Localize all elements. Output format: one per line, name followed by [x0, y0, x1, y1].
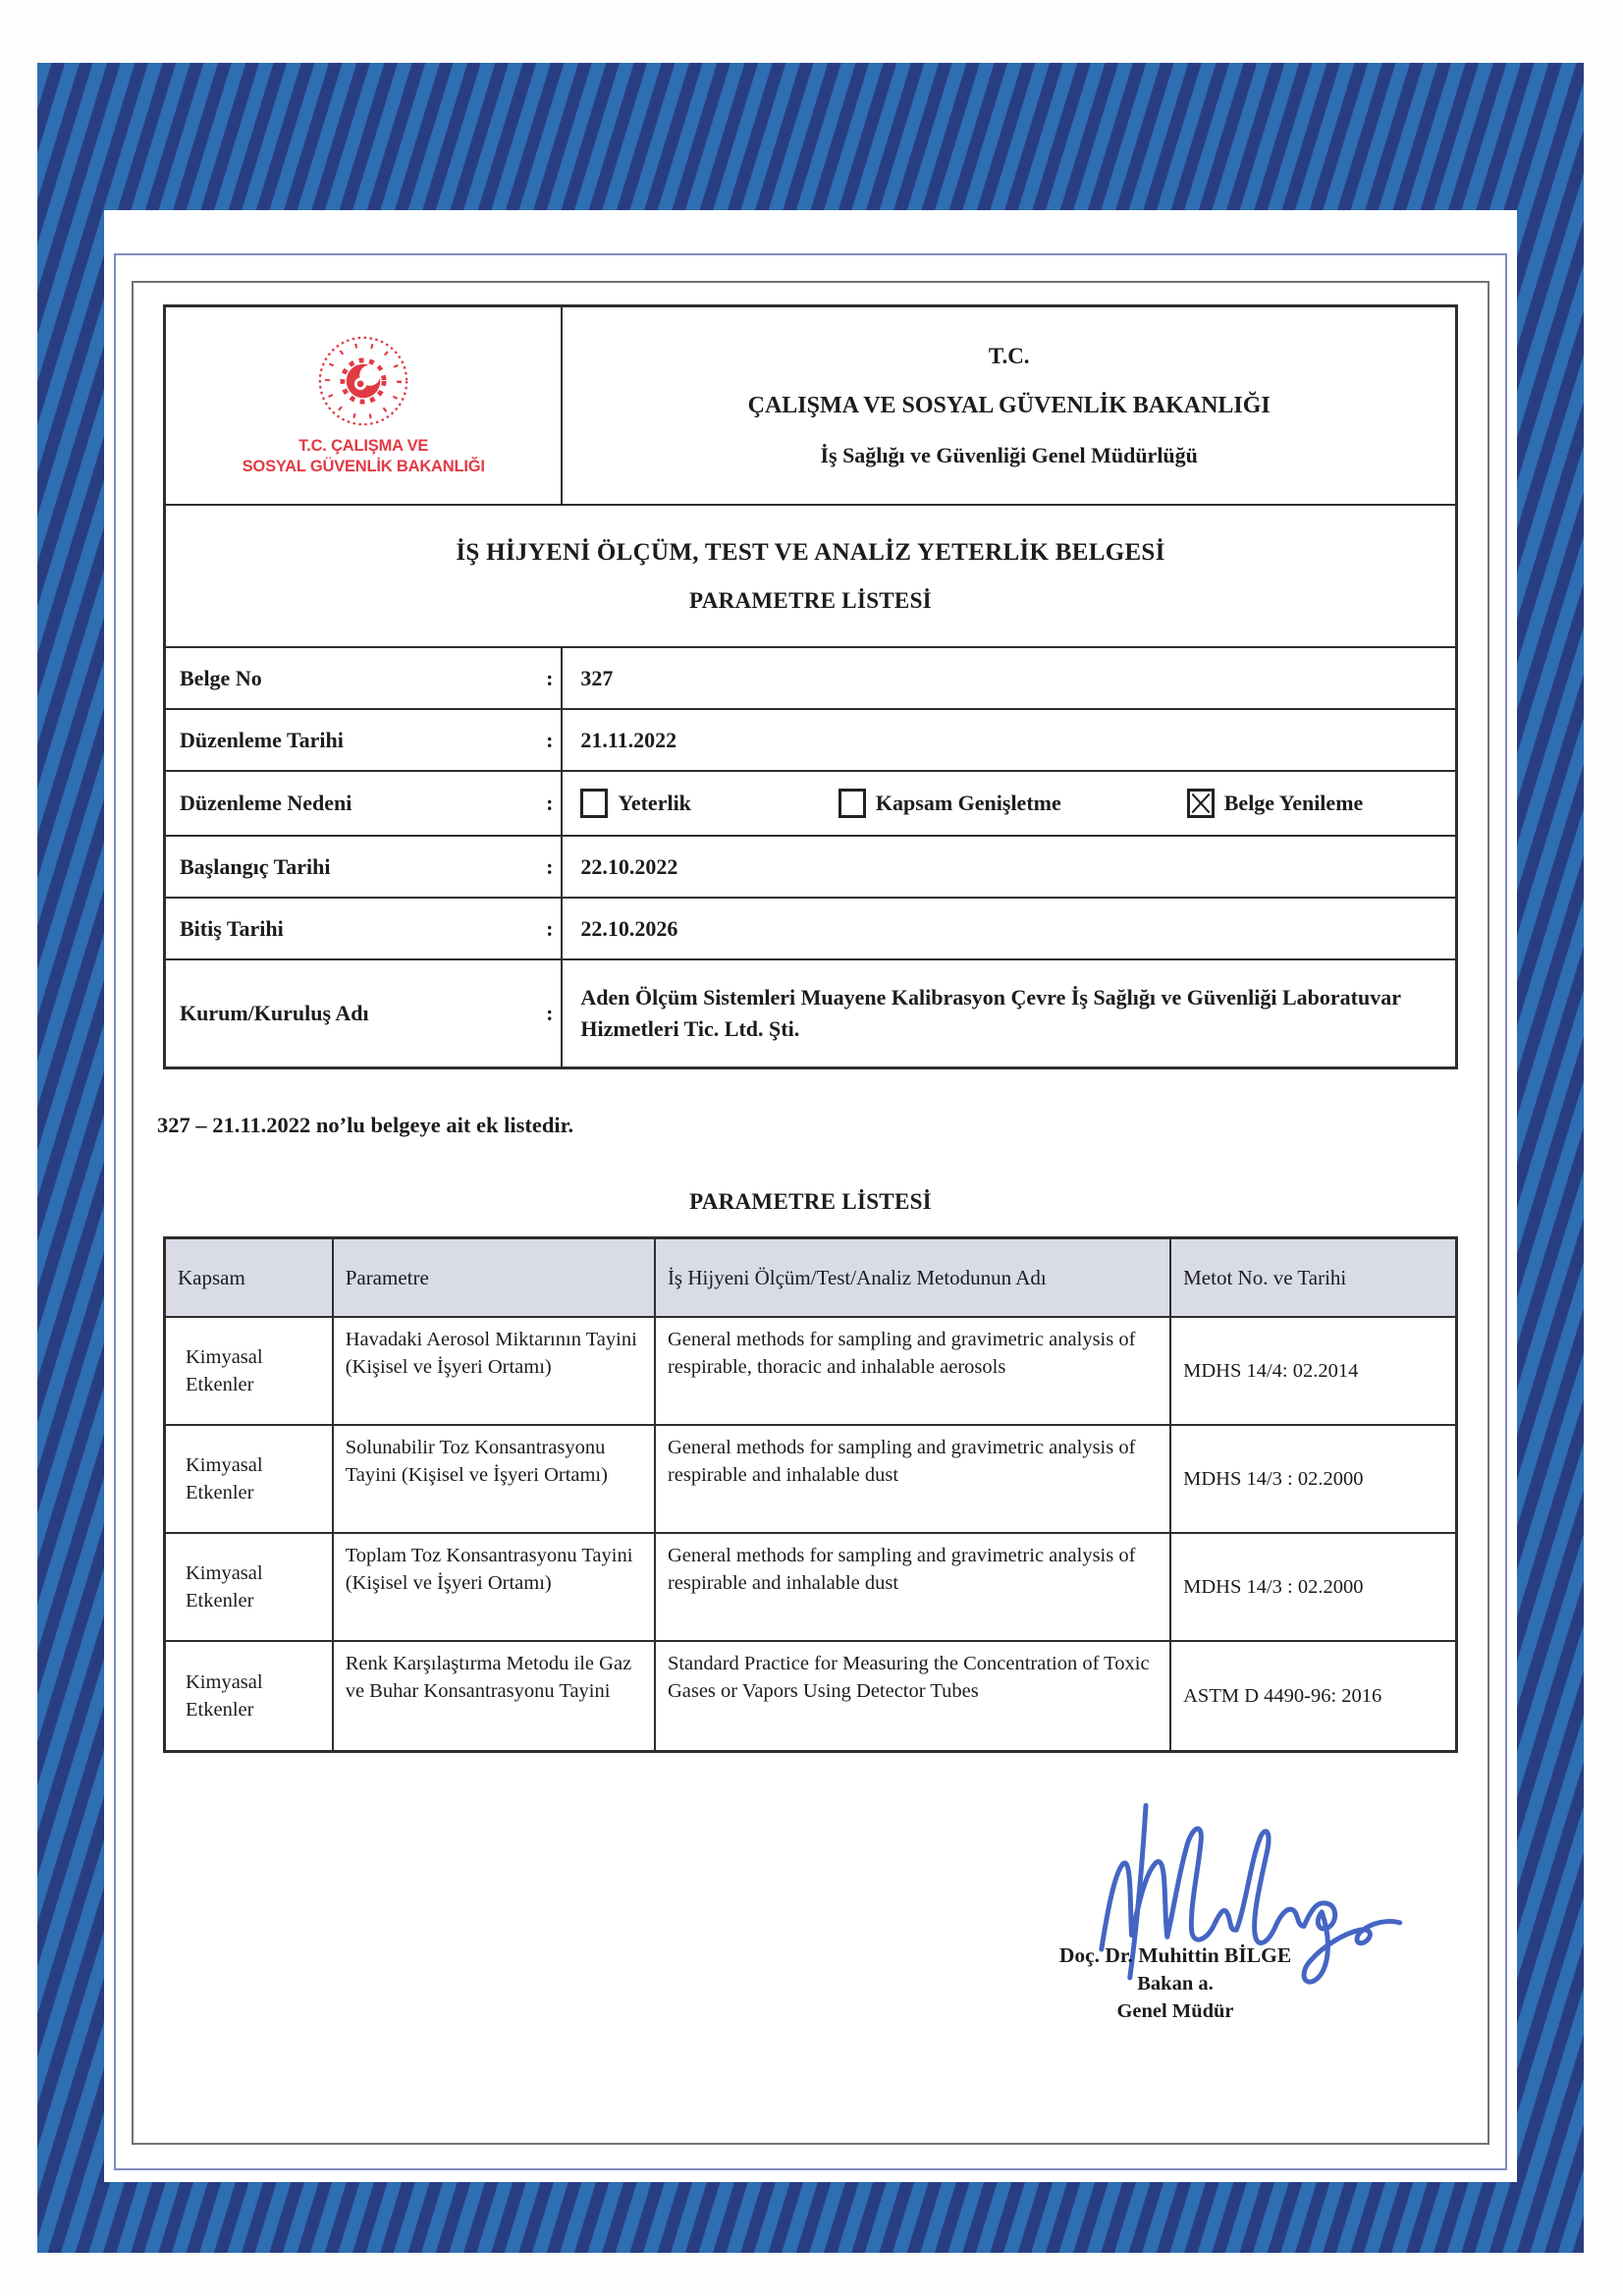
table-row: [166, 1534, 1455, 1642]
ministry-logo-cell: [166, 307, 563, 504]
title-row: [166, 506, 1455, 648]
option-kapsam-genisletme: [839, 788, 1061, 819]
cell-parametre: Havadaki Aerosol Miktarının Tayini (Kişisel ve İşyeri Ortamı): [334, 1318, 656, 1424]
signature-block: [920, 1800, 1431, 2023]
parameter-table: [163, 1236, 1458, 1753]
header-ministry-name: ÇALIŞMA VE SOSYAL GÜVENLİK BAKANLIĞI: [747, 392, 1271, 418]
inner-frame-gray: [132, 281, 1489, 2145]
table-row: [166, 1426, 1455, 1534]
belge-yenileme-checkbox-label: Belge Yenileme: [1223, 791, 1364, 816]
col-header-metot-no: Metot No. ve Tarihi: [1183, 1265, 1347, 1289]
kurum-adi-label: Kurum/Kuruluş Adı: [180, 1001, 369, 1025]
table-row: [166, 1642, 1455, 1750]
field-row-duzenleme-nedeni: [166, 772, 1455, 837]
ministry-logo-line1: T.C. ÇALIŞMA VE: [298, 436, 429, 455]
ministry-emblem-icon: [316, 334, 410, 428]
kapsam-genisletme-checkbox-label: Kapsam Genişletme: [875, 791, 1061, 816]
annex-note: 327 – 21.11.2022 no’lu belgeye ait ek listedir.: [157, 1113, 574, 1137]
cell-metot-no: ASTM D 4490-96: 2016: [1183, 1684, 1382, 1707]
parameter-table-header-row: [166, 1239, 1455, 1318]
ministry-logo-text: [243, 436, 485, 478]
inner-sheet: [104, 210, 1517, 2182]
baslangic-tarihi-label: Başlangıç Tarihi: [180, 853, 331, 879]
colon-separator: :: [546, 853, 554, 879]
option-belge-yenileme: [1187, 788, 1364, 819]
field-row-belge-no: [166, 648, 1455, 710]
document-subtitle: PARAMETRE LİSTESİ: [689, 587, 932, 613]
cell-metod: General methods for sampling and gravimetric analysis of respirable and inhalable dust: [656, 1534, 1171, 1640]
belge-no-value: 327: [580, 665, 614, 690]
belge-yenileme-checkbox: [1187, 789, 1215, 818]
ministry-header-cell: [563, 307, 1455, 504]
inner-frame-blue: [114, 253, 1507, 2170]
parameter-list-title: PARAMETRE LİSTESİ: [689, 1189, 932, 1214]
cell-metot-no: MDHS 14/3 : 02.2000: [1183, 1575, 1364, 1598]
certificate-header-table: [163, 304, 1458, 1069]
cell-kapsam: Kimyasal Etkenler: [166, 1426, 334, 1532]
cell-metot-no: MDHS 14/3 : 02.2000: [1183, 1467, 1364, 1490]
field-row-baslangic-tarihi: [166, 837, 1455, 899]
kurum-adi-value: Aden Ölçüm Sistemleri Muayene Kalibrasyon Çevre İş Sağlığı ve Güvenliği Laboratuvar Hizmetleri Tic. Ltd. Şti.: [580, 985, 1401, 1041]
certificate-content: [134, 283, 1488, 2143]
signer-authority: Bakan a.: [1137, 1973, 1214, 1995]
bitis-tarihi-value: 22.10.2026: [580, 915, 678, 941]
colon-separator: :: [546, 915, 554, 941]
colon-separator: :: [546, 1001, 554, 1025]
cell-kapsam: Kimyasal Etkenler: [166, 1534, 334, 1640]
signer-title: Genel Müdür: [1116, 2000, 1234, 2022]
header-tc: T.C.: [988, 343, 1030, 368]
header-directorate-name: İş Sağlığı ve Güvenliği Genel Müdürlüğü: [820, 442, 1198, 467]
bitis-tarihi-label: Bitiş Tarihi: [180, 915, 284, 941]
kapsam-genisletme-checkbox: [839, 789, 866, 818]
cell-kapsam: Kimyasal Etkenler: [166, 1642, 334, 1750]
decorative-striped-border: [37, 63, 1584, 2253]
cell-metot-no: MDHS 14/4: 02.2014: [1183, 1359, 1359, 1382]
signer-name: Doç. Dr. Muhittin BİLGE: [1058, 1943, 1292, 1967]
yeterlik-checkbox-label: Yeterlik: [618, 791, 691, 816]
col-header-parametre: Parametre: [334, 1239, 656, 1316]
cell-metod: General methods for sampling and gravimetric analysis of respirable and inhalable dust: [656, 1426, 1171, 1532]
ministry-logo-line2: SOSYAL GÜVENLİK BAKANLIĞI: [242, 458, 485, 475]
cell-metod: General methods for sampling and gravimetric analysis of respirable, thoracic and inhalable aerosols: [656, 1318, 1171, 1424]
duzenleme-tarihi-label: Düzenleme Tarihi: [180, 727, 344, 752]
duzenleme-nedeni-value: [563, 772, 1455, 835]
cell-parametre: Solunabilir Toz Konsantrasyonu Tayini (Kişisel ve İşyeri Ortamı): [334, 1426, 656, 1532]
colon-separator: :: [546, 665, 554, 690]
colon-separator: :: [546, 727, 554, 752]
document-title: İŞ HİJYENİ ÖLÇÜM, TEST VE ANALİZ YETERLİK BELGESİ: [456, 538, 1165, 566]
table-row: [166, 1318, 1455, 1426]
field-row-bitis-tarihi: [166, 899, 1455, 960]
duzenleme-nedeni-label: Düzenleme Nedeni: [180, 791, 352, 815]
checkbox-x-mark: [1190, 792, 1212, 815]
yeterlik-checkbox: [580, 789, 608, 818]
baslangic-tarihi-value: 22.10.2022: [580, 853, 678, 879]
header-row: [166, 307, 1455, 506]
field-row-kurum-adi: [166, 960, 1455, 1066]
belge-no-label: Belge No: [180, 665, 262, 690]
option-yeterlik: [580, 788, 691, 819]
field-row-duzenleme-tarihi: [166, 710, 1455, 772]
colon-separator: :: [546, 791, 554, 815]
cell-kapsam: Kimyasal Etkenler: [166, 1318, 334, 1424]
cell-parametre: Renk Karşılaştırma Metodu ile Gaz ve Buhar Konsantrasyonu Tayini: [334, 1642, 656, 1750]
document-title-cell: [166, 506, 1455, 646]
cell-parametre: Toplam Toz Konsantrasyonu Tayini (Kişisel ve İşyeri Ortamı): [334, 1534, 656, 1640]
col-header-kapsam: Kapsam: [166, 1239, 334, 1316]
duzenleme-tarihi-value: 21.11.2022: [580, 727, 677, 752]
cell-metod: Standard Practice for Measuring the Concentration of Toxic Gases or Vapors Using Detector Tubes: [656, 1642, 1171, 1750]
col-header-metod-adi: İş Hijyeni Ölçüm/Test/Analiz Metodunun Adı: [656, 1239, 1171, 1316]
